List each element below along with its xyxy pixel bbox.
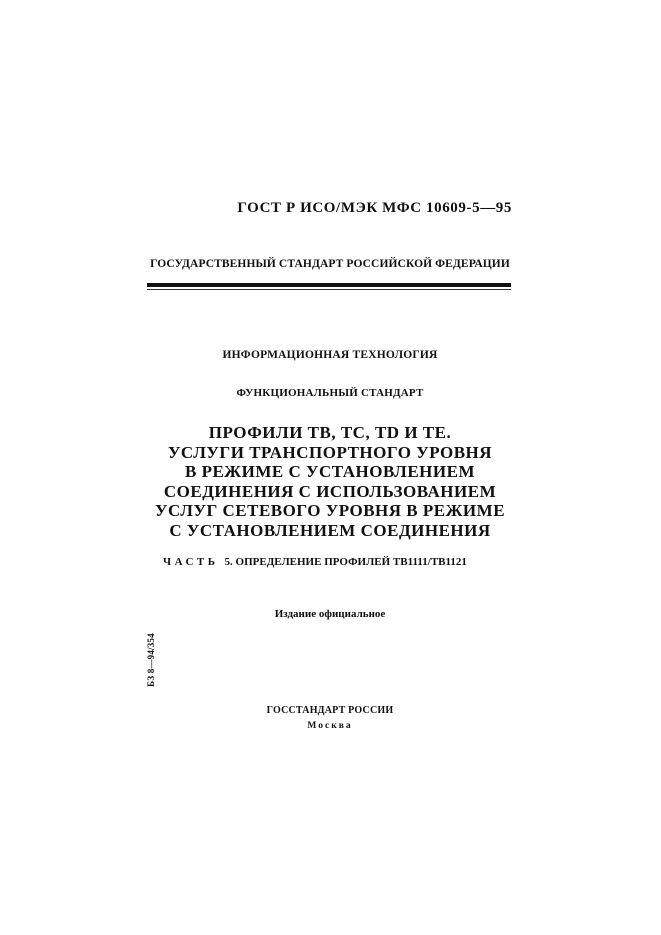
- state-standard-heading: ГОСУДАРСТВЕННЫЙ СТАНДАРТ РОССИЙСКОЙ ФЕДЕРАЦИИ: [150, 258, 510, 270]
- edition-note: Издание официальное: [274, 608, 386, 620]
- title-line: В РЕЖИМЕ С УСТАНОВЛЕНИЕМ: [184, 462, 475, 481]
- standard-type-heading: ФУНКЦИОНАЛЬНЫЙ СТАНДАРТ: [236, 387, 424, 399]
- part-line: [163, 556, 503, 568]
- title-line: УСЛУГ СЕТЕВОГО УРОВНЯ В РЕЖИМЕ: [154, 501, 506, 520]
- catalog-number: БЗ 8—94/354: [146, 633, 156, 687]
- title-line: УСЛУГИ ТРАНСПОРТНОГО УРОВНЯ: [167, 442, 493, 462]
- publication-city: Москва: [307, 721, 353, 731]
- standard-designation: ГОСТ Р ИСО/МЭК МФС 10609-5—95: [237, 200, 512, 216]
- title-line: ПРОФИЛИ ТВ, ТС, TD И ТЕ.: [208, 423, 452, 442]
- heading-rule-thin: [147, 289, 511, 290]
- heading-rule-thick: [147, 283, 511, 287]
- title-line: СОЕДИНЕНИЯ С ИСПОЛЬЗОВАНИЕМ: [163, 481, 497, 501]
- field-heading: ИНФОРМАЦИОННАЯ ТЕХНОЛОГИЯ: [222, 349, 438, 361]
- publisher: ГОССТАНДАРТ РОССИИ: [266, 705, 394, 716]
- document-title: [147, 423, 513, 540]
- part-text: 5. ОПРЕДЕЛЕНИЕ ПРОФИЛЕЙ ТВ1111/ТВ1121: [224, 556, 467, 568]
- title-line: С УСТАНОВЛЕНИЕМ СОЕДИНЕНИЯ: [169, 520, 491, 540]
- part-label: ЧАСТЬ: [163, 556, 219, 568]
